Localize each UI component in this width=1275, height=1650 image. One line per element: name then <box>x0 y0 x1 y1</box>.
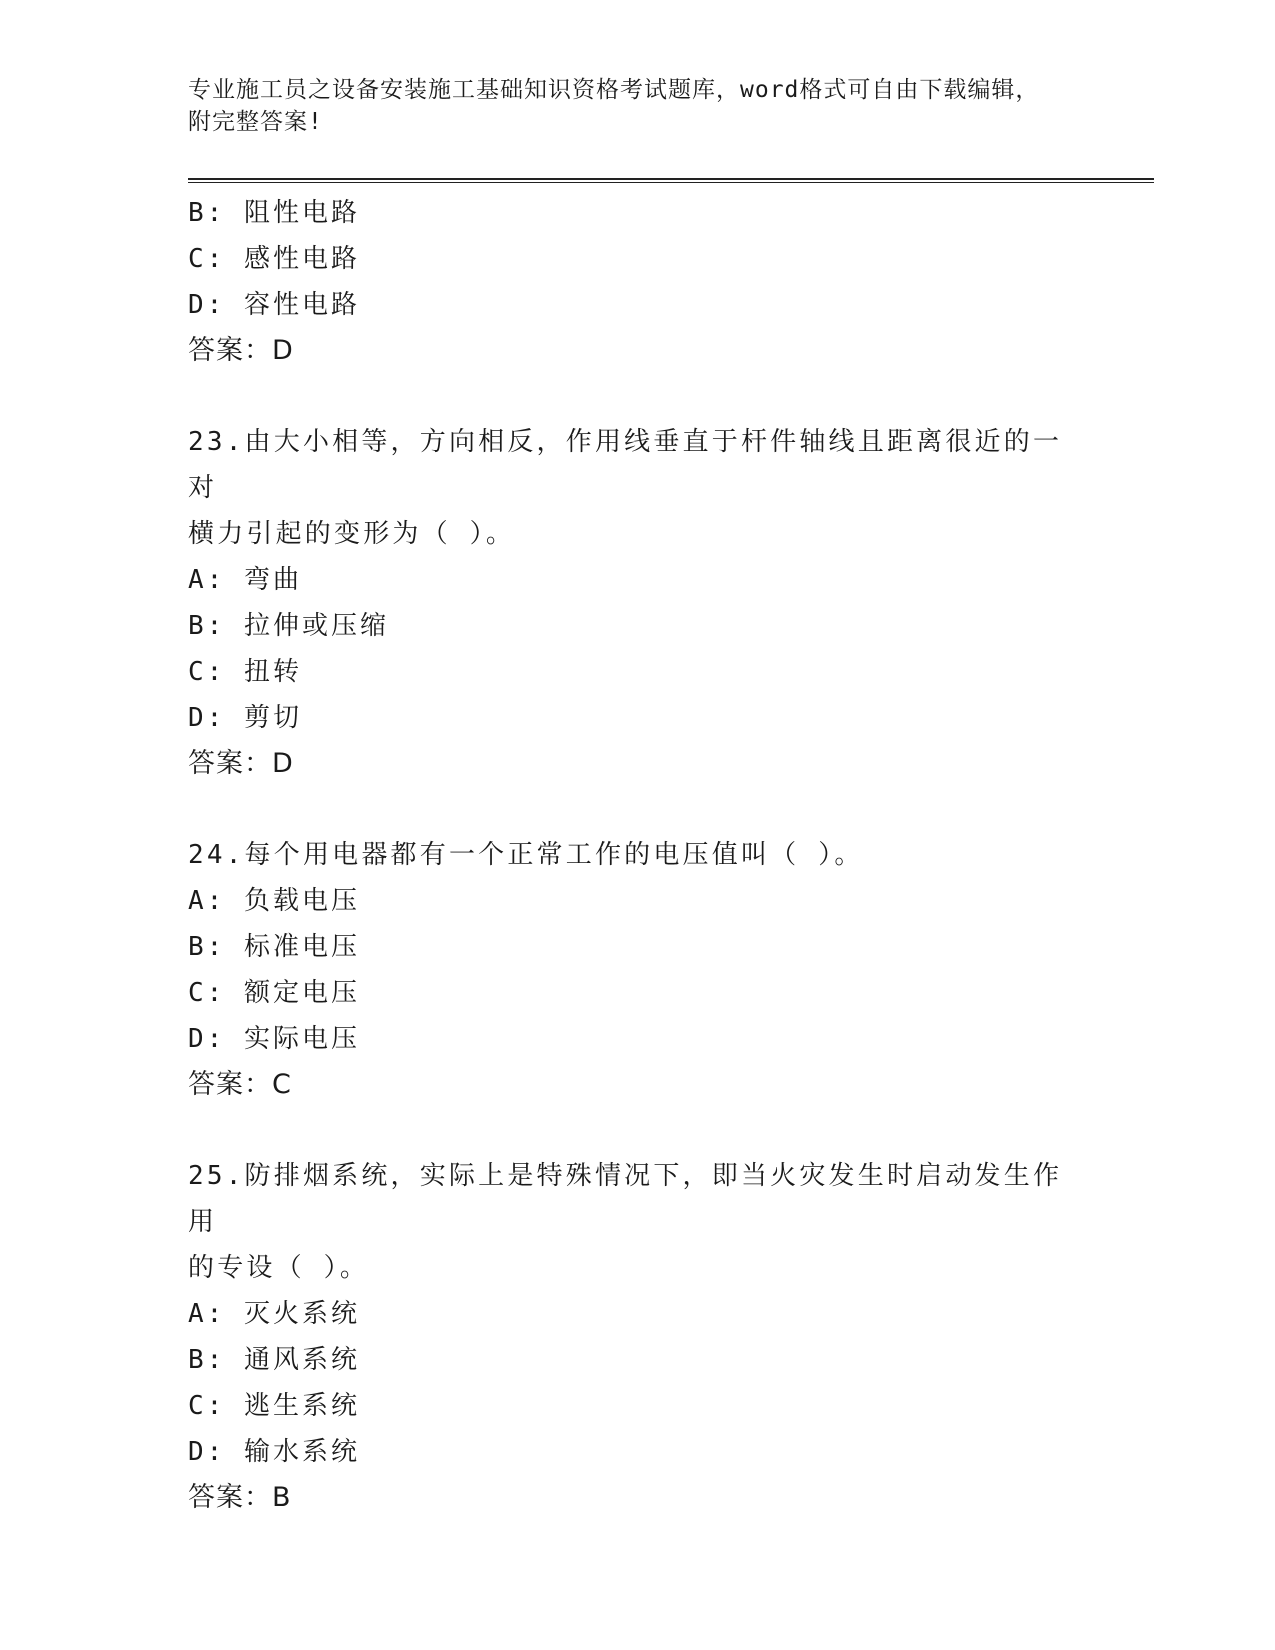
option-c: C: 扭转 <box>188 657 302 687</box>
option-d: D: 容性电路 <box>188 290 360 320</box>
answer: 答案：B <box>188 1482 292 1513</box>
question-23 <box>188 419 1088 787</box>
option-a: A: 弯曲 <box>188 565 302 595</box>
header-divider <box>188 178 1154 183</box>
question-text-line-1: 24.每个用电器都有一个正常工作的电压值叫（ ）。 <box>188 840 864 870</box>
option-c: C: 额定电压 <box>188 978 360 1008</box>
option-d: D: 输水系统 <box>188 1437 360 1467</box>
option-a: A: 灭火系统 <box>188 1299 360 1329</box>
page-header <box>188 74 1088 138</box>
answer: 答案：C <box>188 1069 292 1100</box>
question-24 <box>188 832 1088 1108</box>
option-c: C: 感性电路 <box>188 244 360 274</box>
question-25 <box>188 1153 1088 1521</box>
option-b: B: 通风系统 <box>188 1345 360 1375</box>
question-22-tail <box>188 190 1088 374</box>
option-c: C: 逃生系统 <box>188 1391 360 1421</box>
option-b: B: 拉伸或压缩 <box>188 611 389 641</box>
answer: 答案：D <box>188 335 294 366</box>
header-line-1: 专业施工员之设备安装施工基础知识资格考试题库，word格式可自由下载编辑， <box>188 77 1040 103</box>
header-line-2: 附完整答案! <box>188 109 323 135</box>
question-text-line-2: 横力引起的变形为（ ）。 <box>188 519 516 549</box>
option-a: A: 负载电压 <box>188 886 360 916</box>
answer: 答案：D <box>188 748 294 779</box>
option-b: B: 阻性电路 <box>188 198 360 228</box>
question-list <box>188 190 1088 1521</box>
question-text-line-1: 25.防排烟系统，实际上是特殊情况下，即当火灾发生时启动发生作用 <box>188 1161 1063 1237</box>
option-b: B: 标准电压 <box>188 932 360 962</box>
option-d: D: 实际电压 <box>188 1024 360 1054</box>
question-text-line-2: 的专设（ ）。 <box>188 1253 370 1283</box>
question-text-line-1: 23.由大小相等，方向相反，作用线垂直于杆件轴线且距离很近的一对 <box>188 427 1063 503</box>
option-d: D: 剪切 <box>188 703 302 733</box>
